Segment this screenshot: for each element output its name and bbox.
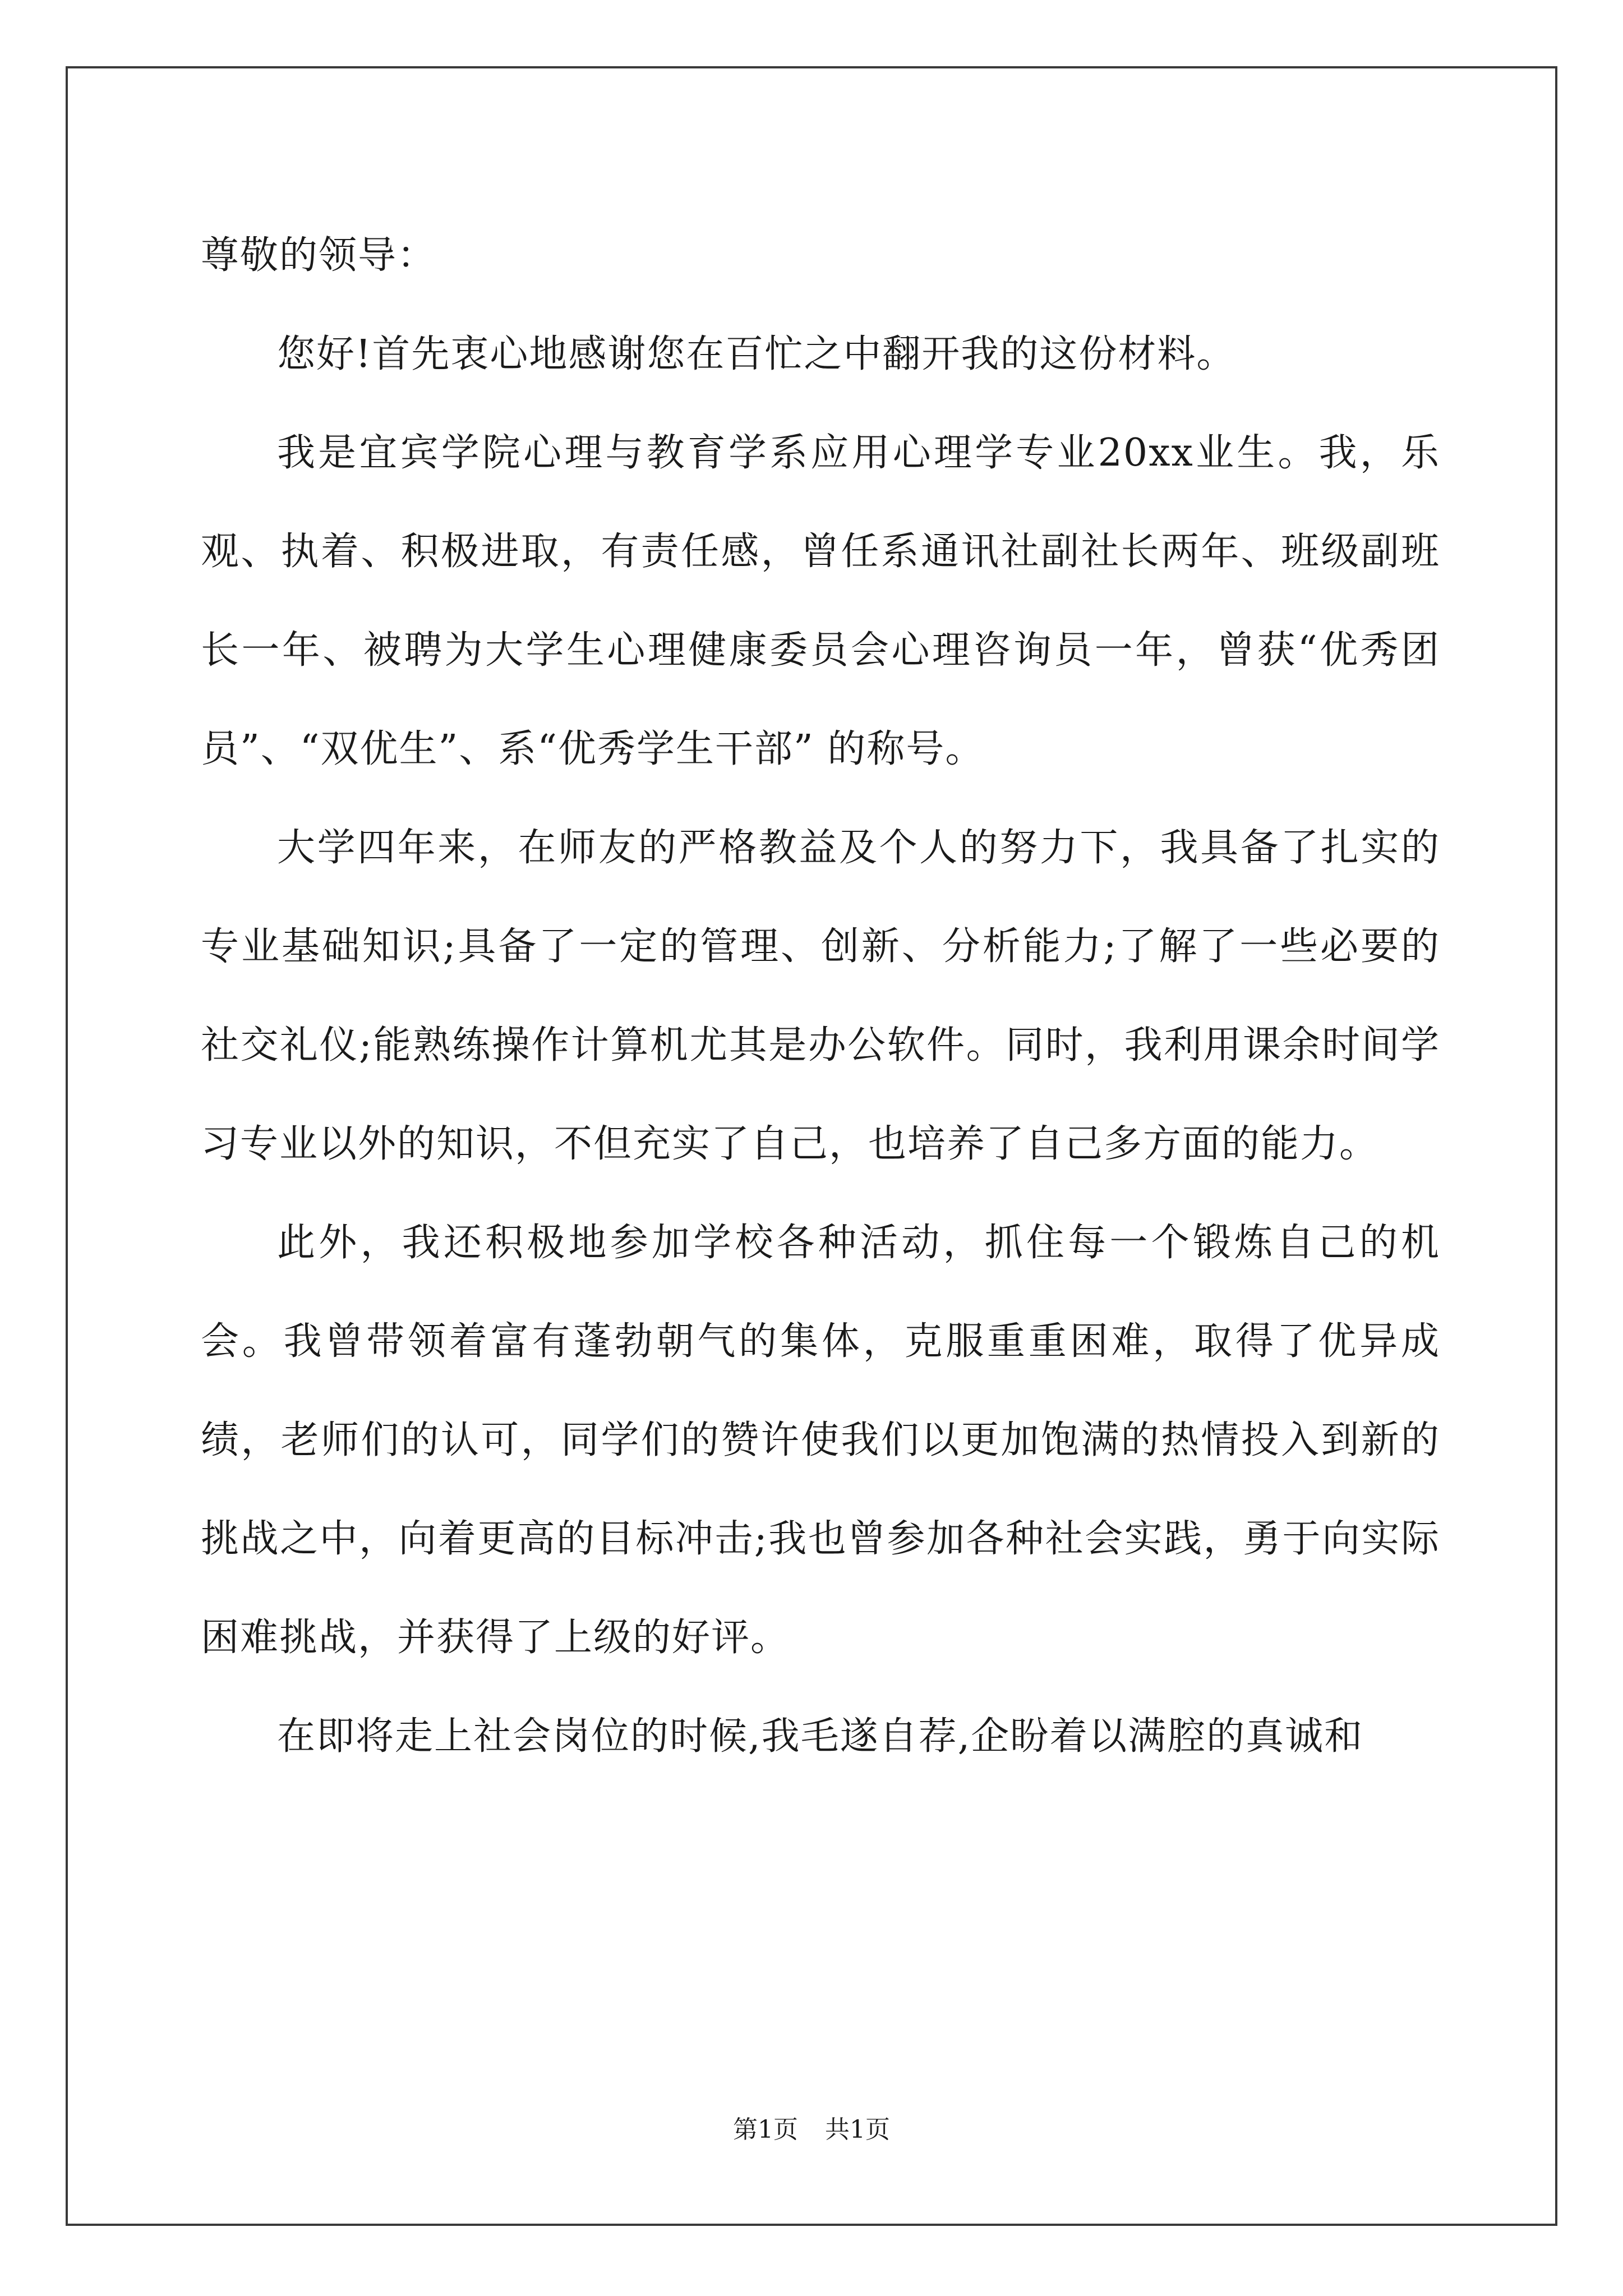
paragraph-activities: 此外，我还积极地参加学校各种活动，抓住每一个锻炼自己的机会。我曾带领着富有蓬勃朝气的集体，克服重重困难，取得了优异成绩，老师们的认可，同学们的赞许使我们以更加饱满的热情投入到新的挑战之中，向着更高的目标冲击;我也曾参加各种社会实践，勇于向实际困难挑战，并获得了上级的好评。	[201, 1221, 1440, 1660]
paragraph-education: 大学四年来，在师友的严格教益及个人的努力下，我具备了扎实的专业基础知识;具备了一定的管理、创新、分析能力;了解了一些必要的社交礼仪;能熟练操作计算机尤其是办公软件。同时，我利用课余时间学习专业以外的知识，不但充实了自己，也培养了自己多方面的能力。	[201, 826, 1440, 1166]
paragraph-greeting: 您好!首先衷心地感谢您在百忙之中翻开我的这份材料。	[277, 332, 1236, 376]
salutation: 尊敬的领导：	[201, 233, 437, 278]
page-total: 共1页	[825, 2115, 890, 2144]
paragraph-closing: 在即将走上社会岗位的时候,我毛遂自荐,企盼着以满腔的真诚和	[277, 1714, 1364, 1759]
page-number: 第1页	[733, 2115, 798, 2144]
paragraph-introduction: 我是宜宾学院心理与教育学系应用心理学专业20xx业生。我，乐观、执着、积极进取，有责任感，曾任系通讯社副社长两年、班级副班长一年、被聘为大学生心理健康委员会心理咨询员一年，曾获“优秀团员”、“双优生”、系“优秀学生干部” 的称号。	[201, 431, 1440, 771]
document-body	[201, 206, 1440, 1786]
page-footer	[0, 2109, 1623, 2145]
